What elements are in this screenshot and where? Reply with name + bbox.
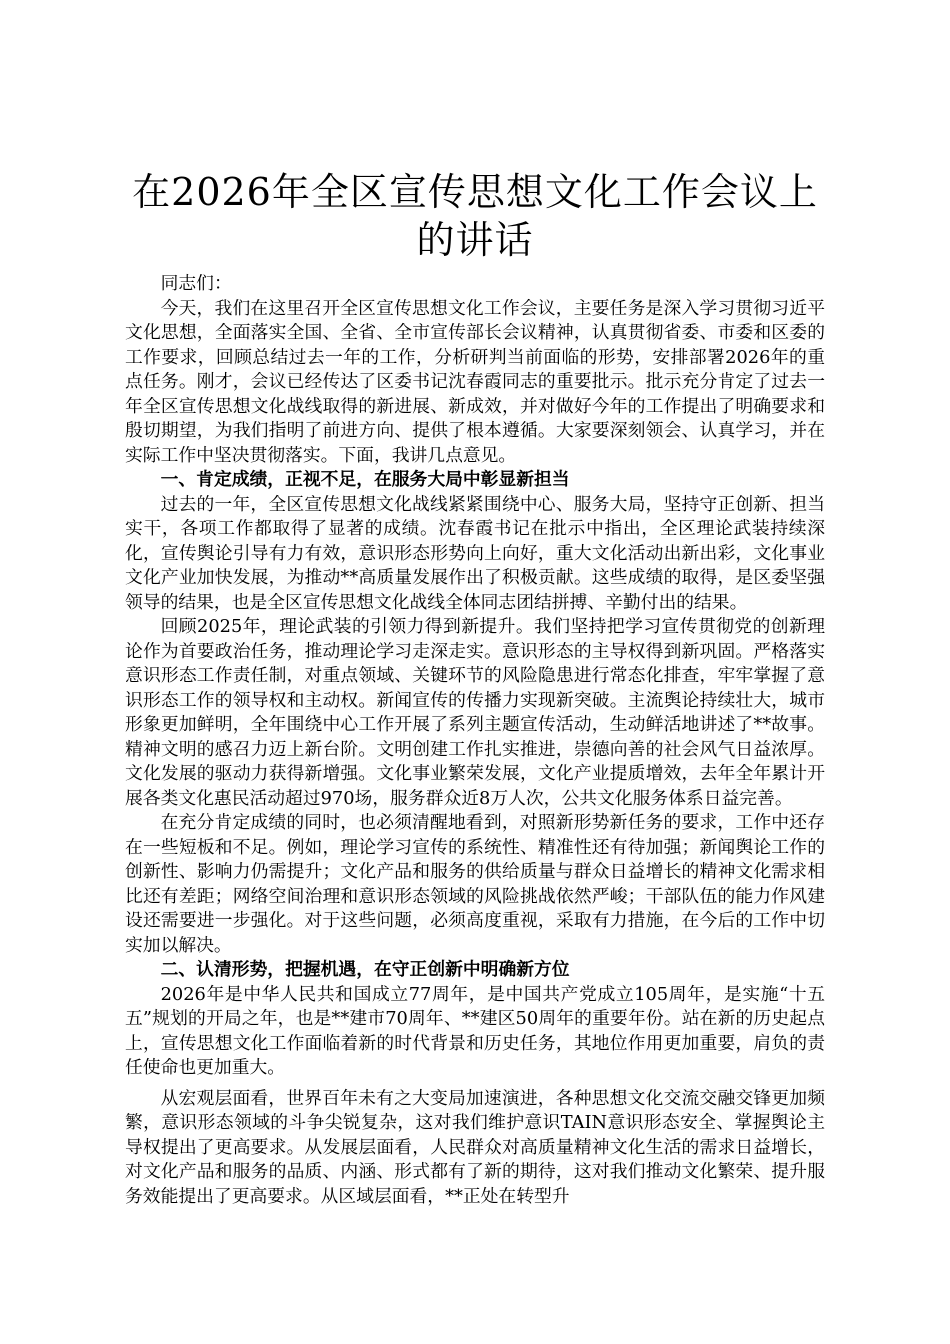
paragraph-achievements: 过去的一年，全区宣传思想文化战线紧紧围绕中心、服务大局，坚持守正创新、担当实干，各项工作都取得了显著的成绩。沈春霞书记在批示中指出，全区理论武装持续深化，宣传舆论引导有力有效，意识形态形势向上向好，重大文化活动出新出彩，文化事业文化产业加快发展，为推动**高质量发展作出了积极贡献。这些成绩的取得，是区委坚强领导的结果，也是全区宣传思想文化战线全体同志团结拼搏、辛勤付出的结果。: [125, 493, 825, 613]
document-page: [125, 168, 825, 1209]
paragraph-situation-analysis: 从宏观层面看，世界百年未有之大变局加速演进，各种思想文化交流交融交锋更加频繁，意识形态领域的斗争尖锐复杂，这对我们维护意识TAIN意识形态安全、掌握舆论主导权提出了更高要求。从发展层面看，人民群众对高质量精神文化生活的需求日益增长，对文化产品和服务的品质、内涵、形式都有了新的期待，这对我们推动文化繁荣、提升服务效能提出了更高要求。从区域层面看，**正处在转型升: [125, 1087, 825, 1207]
title-text: 在2026年全区宣传思想文化工作会议上的讲话: [132, 170, 818, 262]
paragraph-review-2025: 回顾2025年，理论武装的引领力得到新提升。我们坚持把学习宣传贯彻党的创新理论作为首要政治任务，推动理论学习走深走实。意识形态的主导权得到新巩固。严格落实意识形态工作责任制，对重点领域、关键环节的风险隐患进行常态化排查，牢牢掌握了意识形态工作的领导权和主动权。新闻宣传的传播力实现新突破。主流舆论持续壮大，城市形象更加鲜明，全年围绕中心工作开展了系列主题宣传活动，生动鲜活地讲述了**故事。精神文明的感召力迈上新台阶。文明创建工作扎实推进，崇德向善的社会风气日益浓厚。文化发展的驱动力获得新增强。文化事业繁荣发展，文化产业提质增效，去年全年累计开展各类文化惠民活动超过970场，服务群众近8万人次，公共文化服务体系日益完善。: [125, 616, 825, 809]
salutation: 同志们：: [160, 273, 232, 294]
paragraph-shortcomings: 在充分肯定成绩的同时，也必须清醒地看到，对照新形势新任务的要求，工作中还存在一些短板和不足。例如，理论学习宣传的系统性、精准性还有待加强；新闻舆论工作的创新性、影响力仍需提升；文化产品和服务的供给质量与群众日益增长的精神文化需求相比还有差距；网络空间治理和意识形态领域的风险挑战依然严峻；干部队伍的能力作风建设还需要进一步强化。对于这些问题，必须高度重视，采取有力措施，在今后的工作中切实加以解决。: [125, 812, 825, 956]
paragraph-2026-context: 2026年是中华人民共和国成立77周年，是中国共产党成立105周年，是实施“十五五”规划的开局之年，也是**建市70周年、**建区50周年的重要年份。站在新的历史起点上，宣传思想文化工作面临着新的时代背景和历史任务，其地位作用更加重要，肩负的责任使命也更加重大。: [125, 983, 825, 1078]
section-heading-1: 一、肯定成绩，正视不足，在服务大局中彰显新担当: [160, 469, 570, 490]
section-heading-2: 二、认清形势，把握机遇，在守正创新中明确新方位: [160, 959, 570, 980]
document-body: [125, 272, 825, 1209]
paragraph-intro: 今天，我们在这里召开全区宣传思想文化工作会议，主要任务是深入学习贯彻习近平文化思想，全面落实全国、全省、全市宣传部长会议精神，认真贯彻省委、市委和区委的工作要求，回顾总结过去一年的工作，分析研判当前面临的形势，安排部署2026年的重点任务。刚才，会议已经传达了区委书记沈春霞同志的重要批示。批示充分肯定了过去一年全区宣传思想文化战线取得的新进展、新成效，并对做好今年的工作提出了明确要求和殷切期望，为我们指明了前进方向、提供了根本遵循。大家要深刻领会、认真学习，并在实际工作中坚决贯彻落实。下面，我讲几点意见。: [125, 297, 825, 466]
document-title: [125, 168, 825, 264]
